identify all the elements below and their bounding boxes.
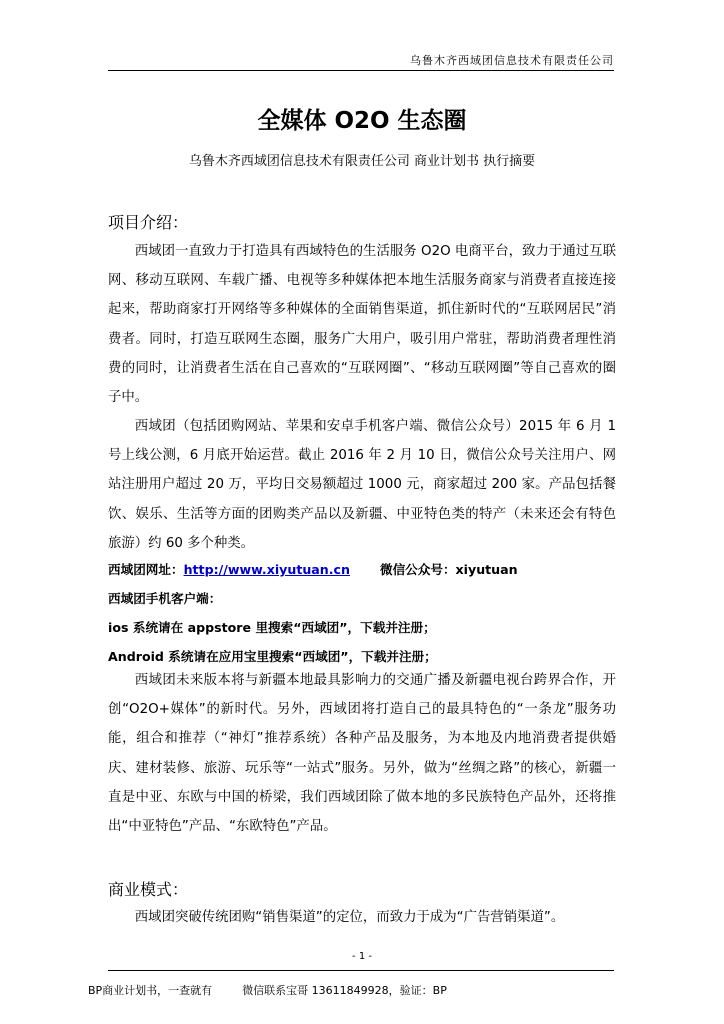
website-label: 西域团网址： bbox=[108, 562, 184, 577]
website-link[interactable]: http://www.xiyutuan.cn bbox=[183, 562, 350, 577]
app-label: 西域团手机客户端： bbox=[108, 591, 222, 606]
footer-left: BP商业计划书，一查就有 bbox=[88, 984, 213, 997]
footer-rule bbox=[108, 970, 614, 971]
page-number: - 1 - bbox=[352, 951, 372, 962]
paragraph-business: 西域团突破传统团购“销售渠道”的定位，而致力于成为“广告营销渠道”。 bbox=[134, 910, 565, 925]
website-line bbox=[108, 559, 518, 578]
paragraph-intro-2: 西域团（包括团购网站、苹果和安卓手机客户端、微信公众号）2015 年 6 月 1 号上线公测，6 月底开始运营。截止 2016 年 2 月 10 日，微信公众号关注用户、网站注册用户超过 20 万，平均日交易额超过 1000 元，商家超过 200 家。产品包括餐饮、娱乐、生活等方面的团购类产品以及新疆、中亚特色类的特产（未来还会有特色旅游）约 60 多个种类。 bbox=[108, 419, 616, 551]
document-title: 全媒体 O2O 生态圈 bbox=[257, 108, 467, 134]
wechat-account: 微信公众号：xiyutuan bbox=[379, 562, 518, 577]
header-rule bbox=[108, 70, 614, 71]
android-instruction: Android 系统请在应用宝里搜索“西域团”，下载并注册； bbox=[108, 649, 437, 664]
paragraph-future: 西域团未来版本将与新疆本地最具影响力的交通广播及新疆电视台跨界合作，开创“O2O+媒体”的新时代。另外，西域团将打造自己的最具特色的“一条龙”服务功能，组合和推荐（“神灯”推荐系统）各种产品及服务，为本地及内地消费者提供婚庆、建材装修、旅游、玩乐等“一站式”服务。另外，做为“丝绸之路”的核心，新疆一直是中亚、东欧与中国的桥梁，我们西域团除了做本地的多民族特色产品外，还将推出“中亚特色”产品、“东欧特色”产品。 bbox=[108, 673, 616, 835]
section-heading-intro: 项目介绍： bbox=[108, 213, 189, 232]
footer bbox=[88, 982, 447, 998]
footer-right: 微信联系宝哥 13611849928，验证：BP bbox=[242, 984, 447, 997]
document-subtitle: 乌鲁木齐西域团信息技术有限责任公司 商业计划书 执行摘要 bbox=[188, 154, 536, 169]
section-heading-business: 商业模式： bbox=[108, 880, 189, 899]
ios-instruction: ios 系统请在 appstore 里搜索“西域团”，下载并注册； bbox=[108, 620, 436, 635]
paragraph-intro-1: 西域团一直致力于打造具有西域特色的生活服务 O2O 电商平台，致力于通过互联网、移动互联网、车载广播、电视等多种媒体把本地生活服务商家与消费者直接连接起来，帮助商家打开网络等多种媒体的全面销售渠道，抓住新时代的“互联网居民”消费者。同时，打造互联网生态圈，服务广大用户，吸引用户常驻，帮助消费者理性消费的同时，让消费者生活在自己喜欢的“互联网圈”、“移动互联网圈”等自己喜欢的圈子中。 bbox=[108, 244, 616, 406]
running-header: 乌鲁木齐西域团信息技术有限责任公司 bbox=[410, 54, 614, 67]
